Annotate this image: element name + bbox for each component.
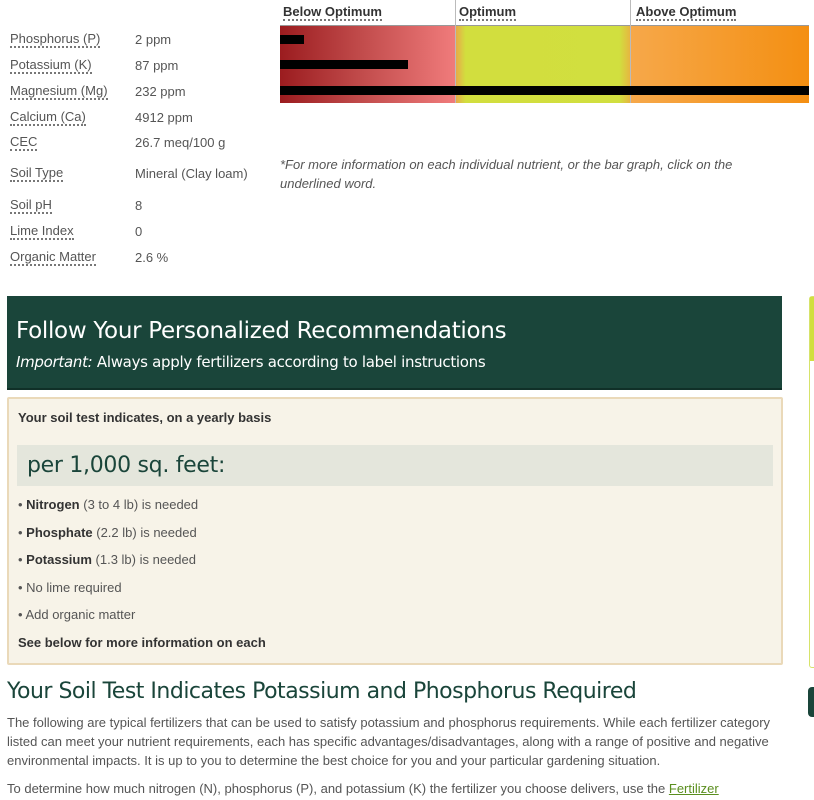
bar-magnesium[interactable]	[280, 86, 809, 95]
rec-item-phosphate: • Phosphate (2.2 lb) is needed	[18, 525, 197, 540]
panel-intro: Your soil test indicates, on a yearly basis	[18, 410, 272, 425]
bar-potassium[interactable]	[280, 60, 408, 69]
nutrient-link-organic-matter[interactable]: Organic Matter	[10, 249, 96, 264]
zone-header-below-optimum[interactable]: Below Optimum	[283, 4, 382, 19]
nutrient-link-soil-ph[interactable]: Soil pH	[10, 197, 52, 212]
recommendations-title: Follow Your Personalized Recommendations	[16, 318, 507, 344]
rec-item-text: (1.3 lb) is needed	[91, 552, 196, 567]
nutrient-link-magnesium[interactable]: Magnesium (Mg)	[10, 83, 108, 98]
nutrient-value-calcium: 4912 ppm	[135, 110, 193, 125]
rec-item-label: Phosphate	[26, 525, 93, 540]
zone-header-above-optimum[interactable]: Above Optimum	[636, 4, 737, 19]
side-card	[809, 296, 814, 668]
section-paragraph-2	[7, 779, 787, 798]
fertilizer-link[interactable]: Fertilizer	[668, 781, 719, 796]
rec-item-text: (3 to 4 lb) is needed	[79, 497, 199, 512]
chart-note: *For more information on each individual nutrient, or the bar graph, click on the underlined word.	[280, 157, 733, 191]
section-paragraph-1: The following are typical fertilizers that can be used to satisfy potassium and phosphorus requirements. While each fertilizer category listed can meet your nutrient requirements, each has specific advantages/disadvantages, along with a range of positive and negative environmental impacts. It is up to you to determine the best choice for you and your particular gardening situation.	[7, 715, 771, 768]
rec-item-organic-matter: • Add organic matter	[18, 607, 136, 622]
paragraph-2-text: To determine how much nitrogen (N), phosphorus (P), and potassium (K) the fertilizer you choose delivers, use the	[7, 781, 669, 796]
nutrient-link-potassium[interactable]: Potassium (K)	[10, 57, 92, 72]
nutrient-value-soil-type: Mineral (Clay loam)	[135, 166, 248, 181]
nutrient-value-soil-ph: 8	[135, 198, 143, 213]
rec-item-nitrogen: • Nitrogen (3 to 4 lb) is needed	[18, 497, 199, 512]
rec-item-label: Nitrogen	[26, 497, 80, 512]
nutrient-value-organic-matter: 2.6 %	[135, 250, 169, 265]
nutrient-link-cec[interactable]: CEC	[10, 134, 38, 149]
rec-item-potassium: • Potassium (1.3 lb) is needed	[18, 552, 196, 567]
recommendations-panel	[7, 397, 783, 665]
side-button[interactable]	[808, 687, 814, 717]
side-card-header	[810, 297, 814, 361]
nutrient-value-potassium: 87 ppm	[135, 58, 179, 73]
section-title: Your Soil Test Indicates Potassium and Phosphorus Required	[7, 679, 637, 704]
nutrient-link-soil-type[interactable]: Soil Type	[10, 165, 64, 180]
nutrient-link-lime-index[interactable]: Lime Index	[10, 223, 74, 238]
important-text: Always apply fertilizers according to label instructions	[92, 353, 486, 371]
rec-item-text: Add organic matter	[25, 607, 136, 622]
chart-top-border	[280, 25, 809, 26]
nutrient-level-chart	[280, 0, 809, 104]
nutrient-value-lime-index: 0	[135, 224, 143, 239]
rec-item-text: No lime required	[26, 580, 122, 595]
nutrient-link-calcium[interactable]: Calcium (Ca)	[10, 109, 86, 124]
rec-item-label: Potassium	[26, 552, 92, 567]
nutrient-value-phosphorus: 2 ppm	[135, 32, 172, 47]
important-label: Important:	[16, 353, 93, 371]
recommendations-banner	[7, 296, 782, 390]
rec-item-text: (2.2 lb) is needed	[92, 525, 197, 540]
nutrient-value-cec: 26.7 meq/100 g	[135, 135, 226, 150]
nutrient-value-magnesium: 232 ppm	[135, 84, 186, 99]
zone-header-optimum[interactable]: Optimum	[459, 4, 517, 19]
see-below-note: See below for more information on each	[18, 635, 266, 650]
bar-phosphorus[interactable]	[280, 35, 304, 44]
rec-item-lime: • No lime required	[18, 580, 122, 595]
nutrient-link-phosphorus[interactable]: Phosphorus (P)	[10, 31, 101, 46]
per-area-label: per 1,000 sq. feet:	[27, 453, 226, 478]
per-area-heading	[17, 445, 773, 486]
recommendations-subtitle	[16, 353, 485, 371]
